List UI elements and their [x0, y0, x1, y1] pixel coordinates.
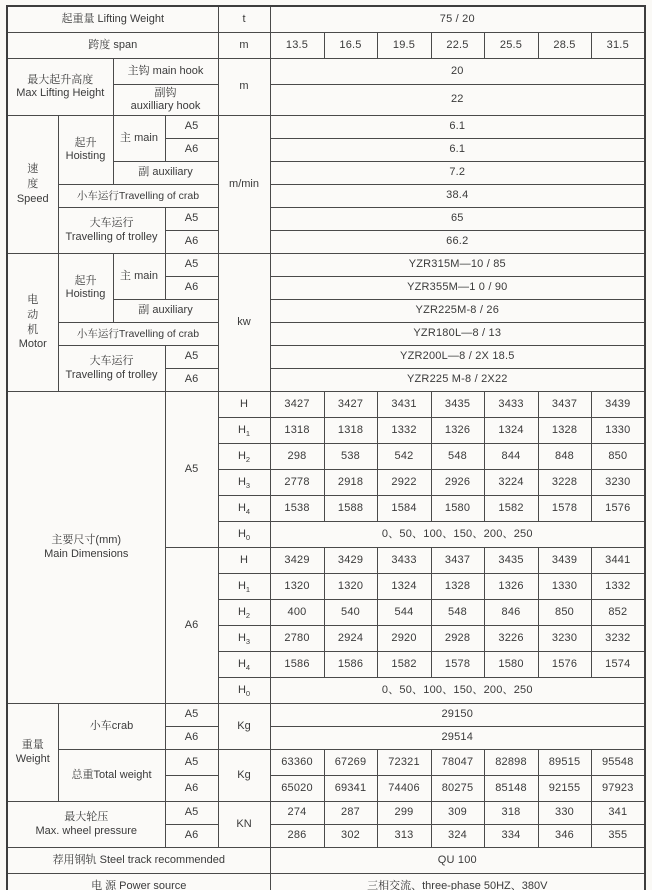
- dim-value: 3429: [324, 548, 377, 574]
- dim-value: 298: [270, 444, 324, 470]
- height-unit: m: [218, 59, 270, 116]
- span-value: 16.5: [324, 33, 377, 59]
- weight-category-label: [7, 704, 58, 802]
- dim-value: 1576: [591, 496, 645, 522]
- weight-total-value: 85148: [484, 776, 538, 802]
- grade-a5-label: A5: [165, 802, 218, 825]
- weight-total-value: 97923: [591, 776, 645, 802]
- dim-value: 850: [538, 600, 591, 626]
- dim-value: 2778: [270, 470, 324, 496]
- dim-value: 1586: [270, 652, 324, 678]
- dim-row-label-h1: [218, 574, 270, 600]
- max-lifting-height-label: [7, 59, 113, 116]
- h-subscript: 2: [245, 455, 251, 465]
- dim-row-label-h1: [218, 418, 270, 444]
- speed-zh-char: 速: [27, 163, 39, 176]
- span-value: 13.5: [270, 33, 324, 59]
- trolley-en: Travelling of trolley: [65, 368, 158, 381]
- wheel-pressure-value: 286: [270, 825, 324, 848]
- dim-value: 400: [270, 600, 324, 626]
- weight-total-value: 89515: [538, 750, 591, 776]
- dim-value: 3433: [377, 548, 431, 574]
- dim-value: 1580: [431, 496, 484, 522]
- dim-value: 1580: [484, 652, 538, 678]
- speed-aux-label: 副 auxiliary: [113, 162, 218, 185]
- dim-row-label-h4: [218, 652, 270, 678]
- speed-crab-value: 38.4: [270, 185, 645, 208]
- motor-crab-value: YZR180L—8 / 13: [270, 323, 645, 346]
- weight-crab-a5-value: 29150: [270, 704, 645, 727]
- hoisting-zh: 起升: [74, 136, 97, 149]
- speed-hoisting-label: [58, 116, 113, 185]
- wheel-pressure-zh: 最大轮压: [64, 811, 109, 824]
- grade-a6-label: A6: [165, 231, 218, 254]
- wheel-pressure-value: 299: [377, 802, 431, 825]
- dim-value: 2922: [377, 470, 431, 496]
- power-source-label: 电 源 Power source: [7, 874, 270, 890]
- dim-value: 852: [591, 600, 645, 626]
- dim-value: 1330: [538, 574, 591, 600]
- h-letter: H: [240, 553, 248, 566]
- weight-total-value: 80275: [431, 776, 484, 802]
- dims-a5-label: A5: [165, 392, 218, 548]
- dim-value: 1330: [591, 418, 645, 444]
- lifting-weight-value: 75 / 20: [270, 6, 645, 33]
- span-value: 28.5: [538, 33, 591, 59]
- motor-trolley-label: [58, 346, 165, 392]
- dim-value: 3427: [270, 392, 324, 418]
- wheel-pressure-value: 330: [538, 802, 591, 825]
- dim-value: 544: [377, 600, 431, 626]
- steel-track-label: 荐用钢轨 Steel track recommended: [7, 848, 270, 874]
- dim-value: 1578: [538, 496, 591, 522]
- dim-value: 542: [377, 444, 431, 470]
- motor-aux-value: YZR225M-8 / 26: [270, 300, 645, 323]
- motor-zh-char: 电: [27, 293, 39, 306]
- dim-h0-values: 0、50、100、150、200、250: [270, 678, 645, 704]
- span-value: 25.5: [484, 33, 538, 59]
- dim-value: 1320: [324, 574, 377, 600]
- motor-zh-char: 动: [27, 308, 39, 321]
- steel-track-value: QU 100: [270, 848, 645, 874]
- dim-value: 3439: [538, 548, 591, 574]
- dim-row-label-h4: [218, 496, 270, 522]
- dim-value: 3224: [484, 470, 538, 496]
- dim-value: 3230: [591, 470, 645, 496]
- weight-total-value: 72321: [377, 750, 431, 776]
- max-lifting-height-en: Max Lifting Height: [16, 87, 105, 99]
- dim-value: 3433: [484, 392, 538, 418]
- grade-a5-label: A5: [165, 750, 218, 776]
- speed-category-label: [7, 116, 58, 254]
- dim-value: 1318: [270, 418, 324, 444]
- wheel-pressure-label: [7, 802, 165, 848]
- h-letter: H: [237, 631, 246, 644]
- dim-row-label-h0: [218, 678, 270, 704]
- dim-value: 3441: [591, 548, 645, 574]
- aux-hook-value: 22: [270, 85, 645, 116]
- h-subscript: 4: [245, 507, 251, 517]
- dim-value: 2926: [431, 470, 484, 496]
- dim-value: 1332: [591, 574, 645, 600]
- max-lifting-height-zh: 最大起升高度: [27, 73, 94, 86]
- h-subscript: 3: [245, 481, 251, 491]
- weight-zh: 重量: [21, 739, 44, 752]
- h-letter: H: [237, 423, 246, 436]
- h-letter: H: [237, 683, 246, 696]
- grade-a6-label: A6: [165, 727, 218, 750]
- motor-aux-label: 副 auxiliary: [113, 300, 218, 323]
- hoisting-en: Hoisting: [65, 288, 106, 300]
- wheel-pressure-value: 287: [324, 802, 377, 825]
- h-subscript: 1: [245, 429, 251, 439]
- dim-value: 3230: [538, 626, 591, 652]
- main-dimensions-zh: 主要尺寸(mm): [51, 534, 122, 547]
- span-value: 31.5: [591, 33, 645, 59]
- dim-value: 844: [484, 444, 538, 470]
- h-subscript: 0: [245, 533, 251, 543]
- weight-total-value: 69341: [324, 776, 377, 802]
- weight-total-value: 67269: [324, 750, 377, 776]
- main-dimensions-label: [7, 392, 165, 704]
- h-subscript: 0: [245, 689, 251, 699]
- aux-hook-label: [113, 85, 218, 116]
- dim-value: 1332: [377, 418, 431, 444]
- speed-en: Speed: [16, 192, 49, 205]
- dim-row-label-h3: [218, 470, 270, 496]
- grade-a6-label: A6: [165, 139, 218, 162]
- power-source-value: 三相交流、three-phase 50HZ、380V: [270, 874, 645, 890]
- hoisting-zh: 起升: [74, 274, 97, 287]
- lifting-weight-label: 起重量 Lifting Weight: [7, 6, 218, 33]
- dim-row-label-h2: [218, 600, 270, 626]
- main-hook-value: 20: [270, 59, 645, 85]
- dim-value: 3439: [591, 392, 645, 418]
- aux-hook-zh: 副钩: [154, 86, 177, 99]
- dim-row-label-h0: [218, 522, 270, 548]
- dim-value: 1324: [377, 574, 431, 600]
- dim-value: 1582: [377, 652, 431, 678]
- wheel-pressure-value: 302: [324, 825, 377, 848]
- dims-a6-label: A6: [165, 548, 218, 704]
- dim-value: 1586: [324, 652, 377, 678]
- h-letter: H: [237, 527, 246, 540]
- dim-value: 3435: [484, 548, 538, 574]
- weight-total-label: 总重Total weight: [58, 750, 165, 802]
- grade-a5-label: A5: [165, 254, 218, 277]
- span-unit: m: [218, 33, 270, 59]
- weight-total-value: 65020: [270, 776, 324, 802]
- h-subscript: 3: [245, 637, 251, 647]
- weight-total-value: 82898: [484, 750, 538, 776]
- grade-a6-label: A6: [165, 825, 218, 848]
- h-letter: H: [237, 657, 246, 670]
- wheel-pressure-value: 318: [484, 802, 538, 825]
- dim-h0-values: 0、50、100、150、200、250: [270, 522, 645, 548]
- speed-main-a5-value: 6.1: [270, 116, 645, 139]
- main-dimensions-en: Main Dimensions: [44, 547, 129, 560]
- weight-total-value: 92155: [538, 776, 591, 802]
- wheel-pressure-value: 334: [484, 825, 538, 848]
- dim-value: 548: [431, 600, 484, 626]
- dim-value: 3435: [431, 392, 484, 418]
- dim-value: 1584: [377, 496, 431, 522]
- dim-value: 1320: [270, 574, 324, 600]
- dim-value: 846: [484, 600, 538, 626]
- weight-total-unit: Kg: [218, 750, 270, 802]
- crane-spec-table: [6, 5, 646, 890]
- motor-unit: kw: [218, 254, 270, 392]
- speed-trolley-label: [58, 208, 165, 254]
- dim-row-label-h: [218, 548, 270, 574]
- h-letter: H: [240, 397, 248, 410]
- motor-main-label: 主 main: [113, 254, 165, 300]
- speed-aux-value: 7.2: [270, 162, 645, 185]
- speed-zh-char: 度: [27, 178, 39, 191]
- dim-value: 3429: [270, 548, 324, 574]
- motor-trolley-a5-value: YZR200L—8 / 2X 18.5: [270, 346, 645, 369]
- dim-row-label-h: [218, 392, 270, 418]
- dim-value: 548: [431, 444, 484, 470]
- motor-main-a5-value: YZR315M—10 / 85: [270, 254, 645, 277]
- weight-total-value: 74406: [377, 776, 431, 802]
- wheel-pressure-value: 274: [270, 802, 324, 825]
- span-label: 跨度 span: [7, 33, 218, 59]
- dim-value: 1324: [484, 418, 538, 444]
- motor-trolley-a6-value: YZR225 M-8 / 2X22: [270, 369, 645, 392]
- dim-value: 3437: [431, 548, 484, 574]
- dim-value: 848: [538, 444, 591, 470]
- dim-value: 850: [591, 444, 645, 470]
- dim-value: 2924: [324, 626, 377, 652]
- h-letter: H: [237, 605, 246, 618]
- motor-hoisting-label: [58, 254, 113, 323]
- dim-value: 1578: [431, 652, 484, 678]
- dim-value: 2920: [377, 626, 431, 652]
- wheel-pressure-unit: KN: [218, 802, 270, 848]
- grade-a6-label: A6: [165, 277, 218, 300]
- trolley-zh: 大车运行: [89, 355, 134, 368]
- weight-total-value: 95548: [591, 750, 645, 776]
- dim-value: 2928: [431, 626, 484, 652]
- dim-value: 3427: [324, 392, 377, 418]
- h-subscript: 2: [245, 611, 251, 621]
- wheel-pressure-value: 309: [431, 802, 484, 825]
- dim-value: 1582: [484, 496, 538, 522]
- grade-a5-label: A5: [165, 208, 218, 231]
- wheel-pressure-value: 355: [591, 825, 645, 848]
- speed-trolley-a6-value: 66.2: [270, 231, 645, 254]
- h-letter: H: [237, 501, 246, 514]
- wheel-pressure-value: 324: [431, 825, 484, 848]
- weight-total-value: 78047: [431, 750, 484, 776]
- speed-crab-label: 小车运行Travelling of crab: [58, 185, 218, 208]
- h-subscript: 4: [245, 663, 251, 673]
- dim-value: 2918: [324, 470, 377, 496]
- weight-en: Weight: [15, 752, 50, 765]
- trolley-zh: 大车运行: [89, 217, 134, 230]
- dim-row-label-h3: [218, 626, 270, 652]
- aux-hook-en: auxilliary hook: [130, 100, 201, 112]
- wheel-pressure-en: Max. wheel pressure: [35, 824, 137, 837]
- dim-value: 3228: [538, 470, 591, 496]
- dim-value: 1326: [431, 418, 484, 444]
- motor-main-a6-value: YZR355M—1 0 / 90: [270, 277, 645, 300]
- trolley-en: Travelling of trolley: [65, 230, 158, 243]
- dim-value: 1574: [591, 652, 645, 678]
- dim-value: 1328: [431, 574, 484, 600]
- motor-zh-char: 机: [27, 323, 39, 336]
- wheel-pressure-value: 346: [538, 825, 591, 848]
- dim-value: 1326: [484, 574, 538, 600]
- dim-value: 3232: [591, 626, 645, 652]
- dim-value: 3226: [484, 626, 538, 652]
- h-letter: H: [237, 449, 246, 462]
- h-letter: H: [237, 475, 246, 488]
- grade-a6-label: A6: [165, 776, 218, 802]
- motor-en: Motor: [18, 338, 47, 351]
- weight-crab-unit: Kg: [218, 704, 270, 750]
- motor-category-label: [7, 254, 58, 392]
- wheel-pressure-value: 341: [591, 802, 645, 825]
- h-subscript: 1: [245, 585, 251, 595]
- speed-main-label: 主 main: [113, 116, 165, 162]
- h-letter: H: [237, 579, 246, 592]
- wheel-pressure-value: 313: [377, 825, 431, 848]
- dim-value: 1588: [324, 496, 377, 522]
- dim-value: 1318: [324, 418, 377, 444]
- dim-value: 540: [324, 600, 377, 626]
- lifting-weight-unit: t: [218, 6, 270, 33]
- dim-row-label-h2: [218, 444, 270, 470]
- weight-crab-label: 小车crab: [58, 704, 165, 750]
- hoisting-en: Hoisting: [65, 150, 106, 162]
- main-hook-label: 主钩 main hook: [113, 59, 218, 85]
- speed-trolley-a5-value: 65: [270, 208, 645, 231]
- dim-value: 1328: [538, 418, 591, 444]
- motor-crab-label: 小车运行Travelling of crab: [58, 323, 218, 346]
- speed-main-a6-value: 6.1: [270, 139, 645, 162]
- dim-value: 2780: [270, 626, 324, 652]
- dim-value: 3431: [377, 392, 431, 418]
- grade-a5-label: A5: [165, 116, 218, 139]
- weight-total-value: 63360: [270, 750, 324, 776]
- grade-a6-label: A6: [165, 369, 218, 392]
- span-value: 19.5: [377, 33, 431, 59]
- grade-a5-label: A5: [165, 704, 218, 727]
- dim-value: 538: [324, 444, 377, 470]
- speed-unit: m/min: [218, 116, 270, 254]
- dim-value: 1538: [270, 496, 324, 522]
- dim-value: 3437: [538, 392, 591, 418]
- span-value: 22.5: [431, 33, 484, 59]
- grade-a5-label: A5: [165, 346, 218, 369]
- dim-value: 1576: [538, 652, 591, 678]
- weight-crab-a6-value: 29514: [270, 727, 645, 750]
